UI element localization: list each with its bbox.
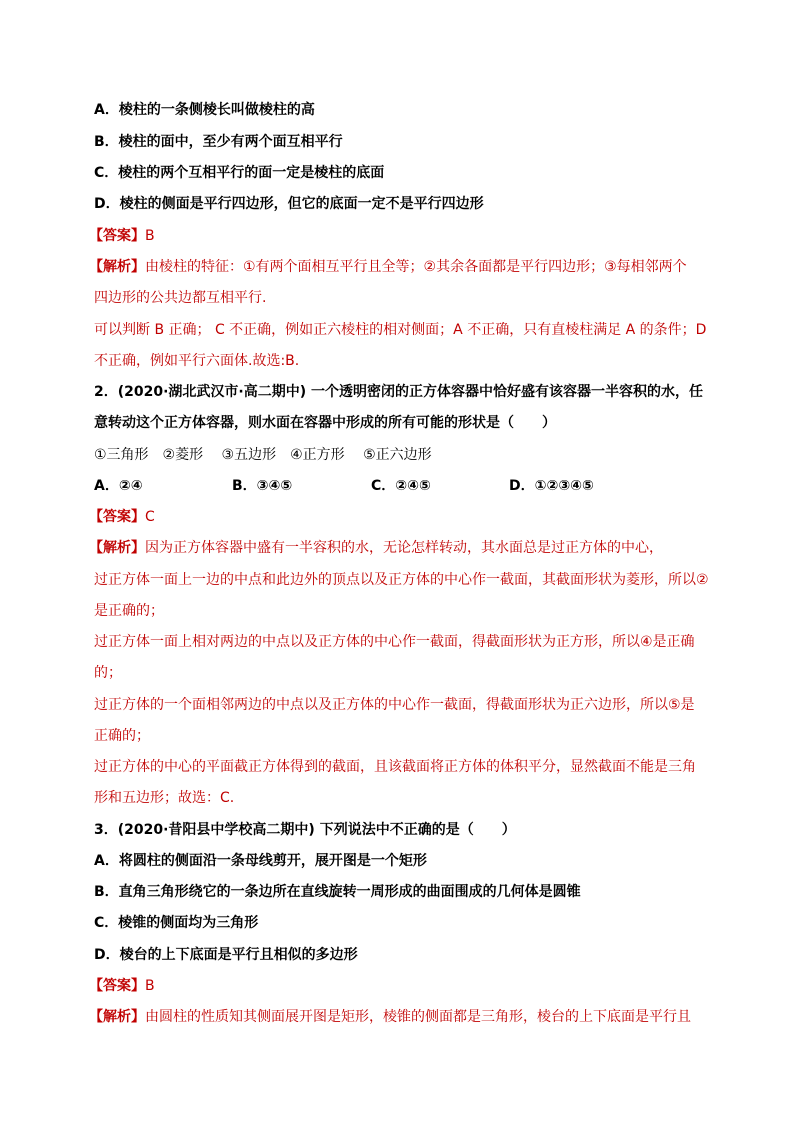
q1-answer [89, 227, 155, 245]
q2-option-d: D．①②③④⑤ [509, 478, 594, 494]
q3-stem: 3．(2020·昔阳县中学校高二期中) 下列说法中不正确的是（ ） [94, 822, 516, 838]
answer-value: C [145, 509, 155, 525]
q1-option-a: A．棱柱的一条侧棱长叫做棱柱的高 [94, 102, 315, 118]
q1-option-c: C．棱柱的两个互相平行的面一定是棱柱的底面 [94, 165, 385, 181]
q2-analysis-line-7: 正确的； [94, 728, 150, 744]
answer-tag: 【答案】 [89, 978, 145, 994]
q2-analysis-line-3: 是正确的； [94, 603, 164, 619]
q3-option-c: C．棱锥的侧面均为三角形 [94, 915, 259, 931]
q2-analysis-line-2: 过正方体一面上一边的中点和此边外的顶点以及正方体的中心作一截面，其截面形状为菱形，所以② [94, 572, 709, 588]
q1-analysis-line-2: 四边形的公共边都互相平行. [94, 290, 267, 306]
q2-stem-line-1: 2．(2020·湖北武汉市·高二期中) 一个透明密闭的正方体容器中恰好盛有该容器一半容积的水，任 [94, 384, 704, 400]
q3-analysis-line-1: 【解析】由圆柱的性质知其侧面展开图是矩形，棱锥的侧面都是三角形，棱台的上下底面是平行且 [89, 1009, 691, 1025]
q1-analysis-line-3: 可以判断 B 正确； C 不正确，例如正六棱柱的相对侧面；A 不正确，只有直棱柱满足 A 的条件；D [94, 322, 707, 338]
q1-analysis-line-4: 不正确，例如平行六面体.故选:B. [94, 353, 300, 369]
q3-option-b: B．直角三角形绕它的一条边所在直线旋转一周形成的曲面围成的几何体是圆锥 [94, 884, 581, 900]
q2-analysis-line-9: 形和五边形；故选：C. [94, 790, 235, 806]
answer-value: B [145, 978, 155, 994]
q3-option-d: D．棱台的上下底面是平行且相似的多边形 [94, 947, 358, 963]
q3-option-a: A．将圆柱的侧面沿一条母线剪开，展开图是一个矩形 [94, 853, 427, 869]
q2-option-c: C．②④⑤ [371, 478, 431, 494]
q2-stem-line-2: 意转动这个正方体容器，则水面在容器中形成的所有可能的形状是（ ） [94, 415, 556, 431]
q1-option-b: B．棱柱的面中，至少有两个面互相平行 [94, 134, 343, 150]
q2-option-a: A．②④ [94, 478, 143, 494]
q1-analysis-line-1: 【解析】由棱柱的特征：①有两个面相互平行且全等；②其余各面都是平行四边形；③每相邻两个 [89, 259, 687, 275]
answer-tag: 【答案】 [89, 509, 145, 525]
analysis-tag: 【解析】 [89, 259, 145, 275]
q2-answer [89, 508, 155, 526]
q2-analysis-line-8: 过正方体的中心的平面截正方体得到的截面，且该截面将正方体的体积平分，显然截面不能是三角 [94, 759, 696, 775]
q2-analysis-line-1: 【解析】因为正方体容器中盛有一半容积的水，无论怎样转动，其水面总是过正方体的中心， [89, 540, 663, 556]
answer-tag: 【答案】 [89, 228, 145, 244]
q2-shape-list: ①三角形 ②菱形 ③五边形 ④正方形 ⑤正六边形 [94, 447, 432, 463]
q2-analysis-line-4: 过正方体一面上相对两边的中点以及正方体的中心作一截面，得截面形状为正方形，所以④是正确 [94, 634, 695, 650]
q2-option-b: B．③④⑤ [232, 478, 293, 494]
q1-option-d: D．棱柱的侧面是平行四边形，但它的底面一定不是平行四边形 [94, 196, 484, 212]
q2-analysis-line-5: 的； [94, 665, 122, 681]
q3-answer [89, 977, 155, 995]
analysis-tag: 【解析】 [89, 540, 145, 556]
analysis-tag: 【解析】 [89, 1009, 145, 1025]
answer-value: B [145, 228, 155, 244]
q2-analysis-line-6: 过正方体的一个面相邻两边的中点以及正方体的中心作一截面，得截面形状为正六边形，所以⑤是 [94, 697, 695, 713]
